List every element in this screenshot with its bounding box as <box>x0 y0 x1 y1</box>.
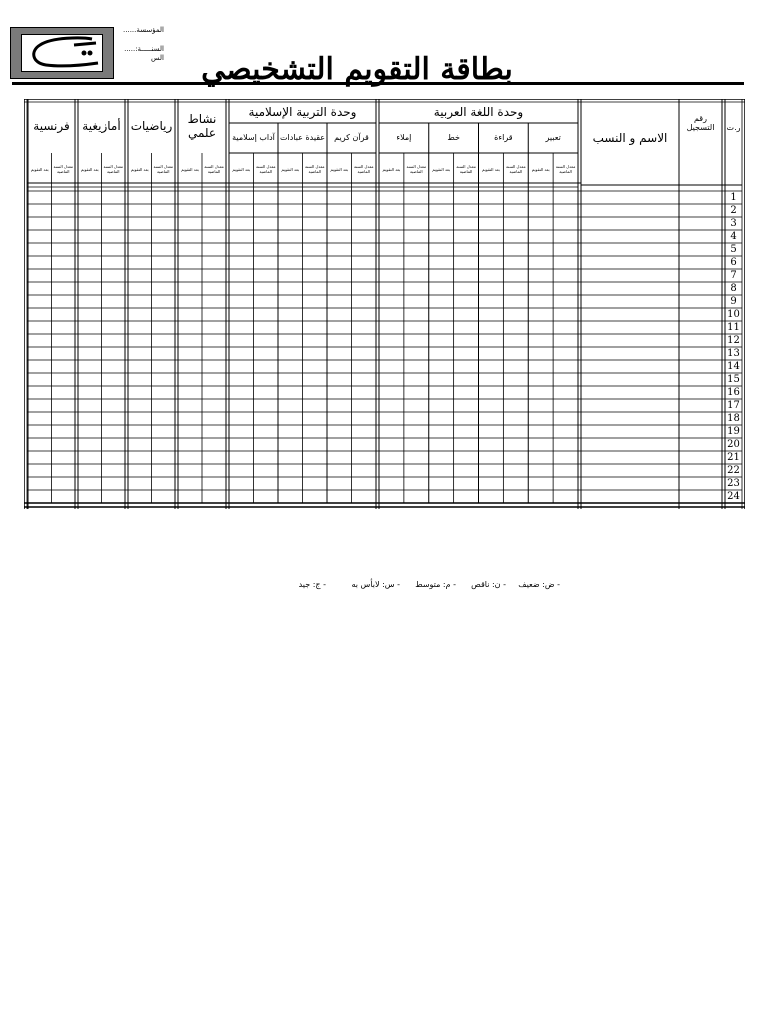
group-3-title-text: رياضيات <box>130 118 173 133</box>
group-0-sub-3 <box>379 123 429 153</box>
row-number <box>725 282 742 295</box>
group-3-prior-label-text: معدل السنة الماضية <box>153 164 174 174</box>
group-1-sub-2-text: آداب إسلامية <box>232 133 275 143</box>
row-number <box>725 464 742 477</box>
group-1-prior-label-text: معدل السنة الماضية <box>304 164 325 174</box>
legend-item: - ض: ضعيف <box>518 580 560 589</box>
row-number-text: 2 <box>730 205 737 216</box>
group-0-sub-0-text: تعبير <box>545 133 561 143</box>
group-1-prior-label-text: معدل السنة الماضية <box>353 164 374 174</box>
group-0-eval-label <box>429 155 454 183</box>
row-number-text: 17 <box>727 400 740 411</box>
group-0-eval-label-text: بعد التقويم <box>482 166 500 172</box>
section-field: الس <box>150 54 164 62</box>
group-0-prior-label-text: معدل السنة الماضية <box>506 164 526 174</box>
row-number-text: 5 <box>730 244 737 255</box>
group-3-eval-label-text: بعد التقويم <box>130 166 149 172</box>
group-1-eval-label-text: بعد التقويم <box>281 166 300 172</box>
group-0-eval-label <box>379 155 404 183</box>
group-0-prior-label <box>404 155 429 183</box>
group-1-eval-label <box>229 155 254 183</box>
row-number <box>725 204 742 217</box>
row-number-text: 19 <box>727 426 740 437</box>
group-1-sub-2 <box>229 123 278 153</box>
row-number-text: 18 <box>727 413 740 424</box>
row-number-text: 6 <box>730 257 737 268</box>
row-number <box>725 334 742 347</box>
group-0-sub-1 <box>479 123 529 153</box>
logo <box>10 27 114 79</box>
group-4-prior-label <box>102 155 126 183</box>
row-number-text: 8 <box>730 283 737 294</box>
row-number <box>725 217 742 230</box>
row-number-text: 15 <box>727 374 740 385</box>
group-5-eval-label-text: بعد التقويم <box>30 166 49 172</box>
row-number <box>725 451 742 464</box>
group-0-prior-label <box>454 155 479 183</box>
group-4-prior-label-text: معدل السنة الماضية <box>103 164 124 174</box>
name-header-text: الاسم و النسب <box>592 130 668 145</box>
year-field: السنـــــة:..... <box>124 44 164 53</box>
row-number-text: 10 <box>727 309 740 320</box>
group-2-title <box>178 101 226 151</box>
row-number <box>725 347 742 360</box>
row-number <box>725 295 742 308</box>
group-0-sub-1-text: قراءة <box>494 133 513 143</box>
group-0-title <box>379 101 578 123</box>
row-number <box>725 399 742 412</box>
evaluation-table <box>24 99 745 509</box>
group-5-title <box>28 101 75 151</box>
group-2-eval-label-text: بعد التقويم <box>181 166 199 172</box>
group-5-title-text: فرنسية <box>33 118 70 133</box>
row-number-text: 3 <box>730 218 737 229</box>
grading-legend <box>220 580 560 594</box>
group-1-prior-label <box>254 155 279 183</box>
registration-header <box>679 101 722 145</box>
group-4-eval-label <box>78 155 102 183</box>
row-number-text: 9 <box>730 296 737 307</box>
row-number-text: 4 <box>730 231 737 242</box>
group-0-prior-label-text: معدل السنة الماضية <box>406 164 427 174</box>
legend-item: - س: لابأس به <box>351 580 400 589</box>
serial-header-text: ر.ت <box>726 123 741 133</box>
row-number <box>725 490 742 503</box>
registration-header-text: رقم التسجيل <box>686 113 715 132</box>
group-0-prior-label-text: معدل السنة الماضية <box>555 164 576 174</box>
group-1-eval-label-text: بعد التقويم <box>330 166 349 172</box>
row-number <box>725 256 742 269</box>
group-0-prior-label <box>503 155 528 183</box>
row-number-text: 7 <box>730 270 737 281</box>
group-4-title-text: أمازيغية <box>82 118 121 133</box>
group-5-prior-label <box>52 155 76 183</box>
row-number <box>725 308 742 321</box>
group-4-eval-label-text: بعد التقويم <box>80 166 99 172</box>
row-number <box>725 438 742 451</box>
row-number-text: 12 <box>727 335 740 346</box>
row-number-text: 13 <box>727 348 740 359</box>
group-1-sub-1 <box>278 123 327 153</box>
group-0-eval-label-text: بعد التقويم <box>531 166 550 172</box>
row-number <box>725 191 742 204</box>
row-number-text: 23 <box>727 478 740 489</box>
group-0-prior-label-text: معدل السنة الماضية <box>456 164 476 174</box>
group-5-eval-label <box>28 155 52 183</box>
row-number <box>725 230 742 243</box>
group-0-prior-label <box>553 155 578 183</box>
row-number <box>725 269 742 282</box>
logo-calligraphy-icon <box>22 35 102 71</box>
group-0-title-text: وحدة اللغة العربية <box>433 104 524 119</box>
row-number <box>725 321 742 334</box>
legend-item: - ج: جيد <box>298 580 326 589</box>
group-2-eval-label <box>178 155 202 183</box>
row-number-text: 22 <box>727 465 740 476</box>
group-4-title <box>78 101 125 151</box>
group-2-prior-label-text: معدل السنة الماضية <box>204 164 224 174</box>
group-0-eval-label-text: بعد التقويم <box>382 166 401 172</box>
legend-item: - ن: ناقص <box>471 580 506 589</box>
group-1-sub-1-text: عقيدة عبادات <box>279 133 326 143</box>
row-number-text: 1 <box>730 192 737 203</box>
group-0-sub-2 <box>429 123 479 153</box>
row-number-text: 20 <box>727 439 740 450</box>
group-1-eval-label <box>278 155 303 183</box>
group-1-prior-label-text: معدل السنة الماضية <box>255 164 276 174</box>
row-number <box>725 477 742 490</box>
legend-item: - م: متوسط <box>415 580 456 589</box>
page-title: بطاقة التقويم التشخيصي <box>201 52 513 87</box>
group-1-title <box>229 101 376 123</box>
row-number-text: 11 <box>727 322 740 333</box>
group-0-sub-0 <box>528 123 578 153</box>
serial-header <box>725 101 742 155</box>
header-rule <box>12 82 744 85</box>
row-number-text: 14 <box>727 361 740 372</box>
group-0-eval-label <box>479 155 504 183</box>
group-3-prior-label <box>152 155 176 183</box>
group-1-title-text: وحدة التربية الإسلامية <box>248 104 357 119</box>
group-0-eval-label-text: بعد التقويم <box>432 166 451 172</box>
group-0-sub-2-text: خط <box>447 133 460 143</box>
group-3-title <box>128 101 175 151</box>
group-2-prior-label <box>202 155 226 183</box>
group-5-prior-label-text: معدل السنة الماضية <box>53 164 74 174</box>
logo-frame <box>21 34 103 72</box>
group-2-title-text: نشاط علمي <box>187 111 217 140</box>
header-fields <box>112 26 164 64</box>
row-number <box>725 386 742 399</box>
row-number-text: 24 <box>727 491 740 502</box>
row-number <box>725 360 742 373</box>
group-0-eval-label <box>528 155 553 183</box>
name-header <box>581 101 679 175</box>
group-1-sub-0 <box>327 123 376 153</box>
group-1-eval-label <box>327 155 352 183</box>
group-3-eval-label <box>128 155 152 183</box>
row-number <box>725 425 742 438</box>
group-1-eval-label-text: بعد التقويم <box>232 166 251 172</box>
row-number <box>725 243 742 256</box>
institution-field: المؤسسة...... <box>123 26 164 34</box>
group-1-prior-label <box>352 155 377 183</box>
row-number <box>725 412 742 425</box>
row-number-text: 16 <box>727 387 740 398</box>
group-1-prior-label <box>303 155 328 183</box>
group-0-sub-3-text: إملاء <box>396 133 412 143</box>
row-number-text: 21 <box>727 452 740 463</box>
row-number <box>725 373 742 386</box>
group-1-sub-0-text: قرآن كريم <box>334 133 369 143</box>
